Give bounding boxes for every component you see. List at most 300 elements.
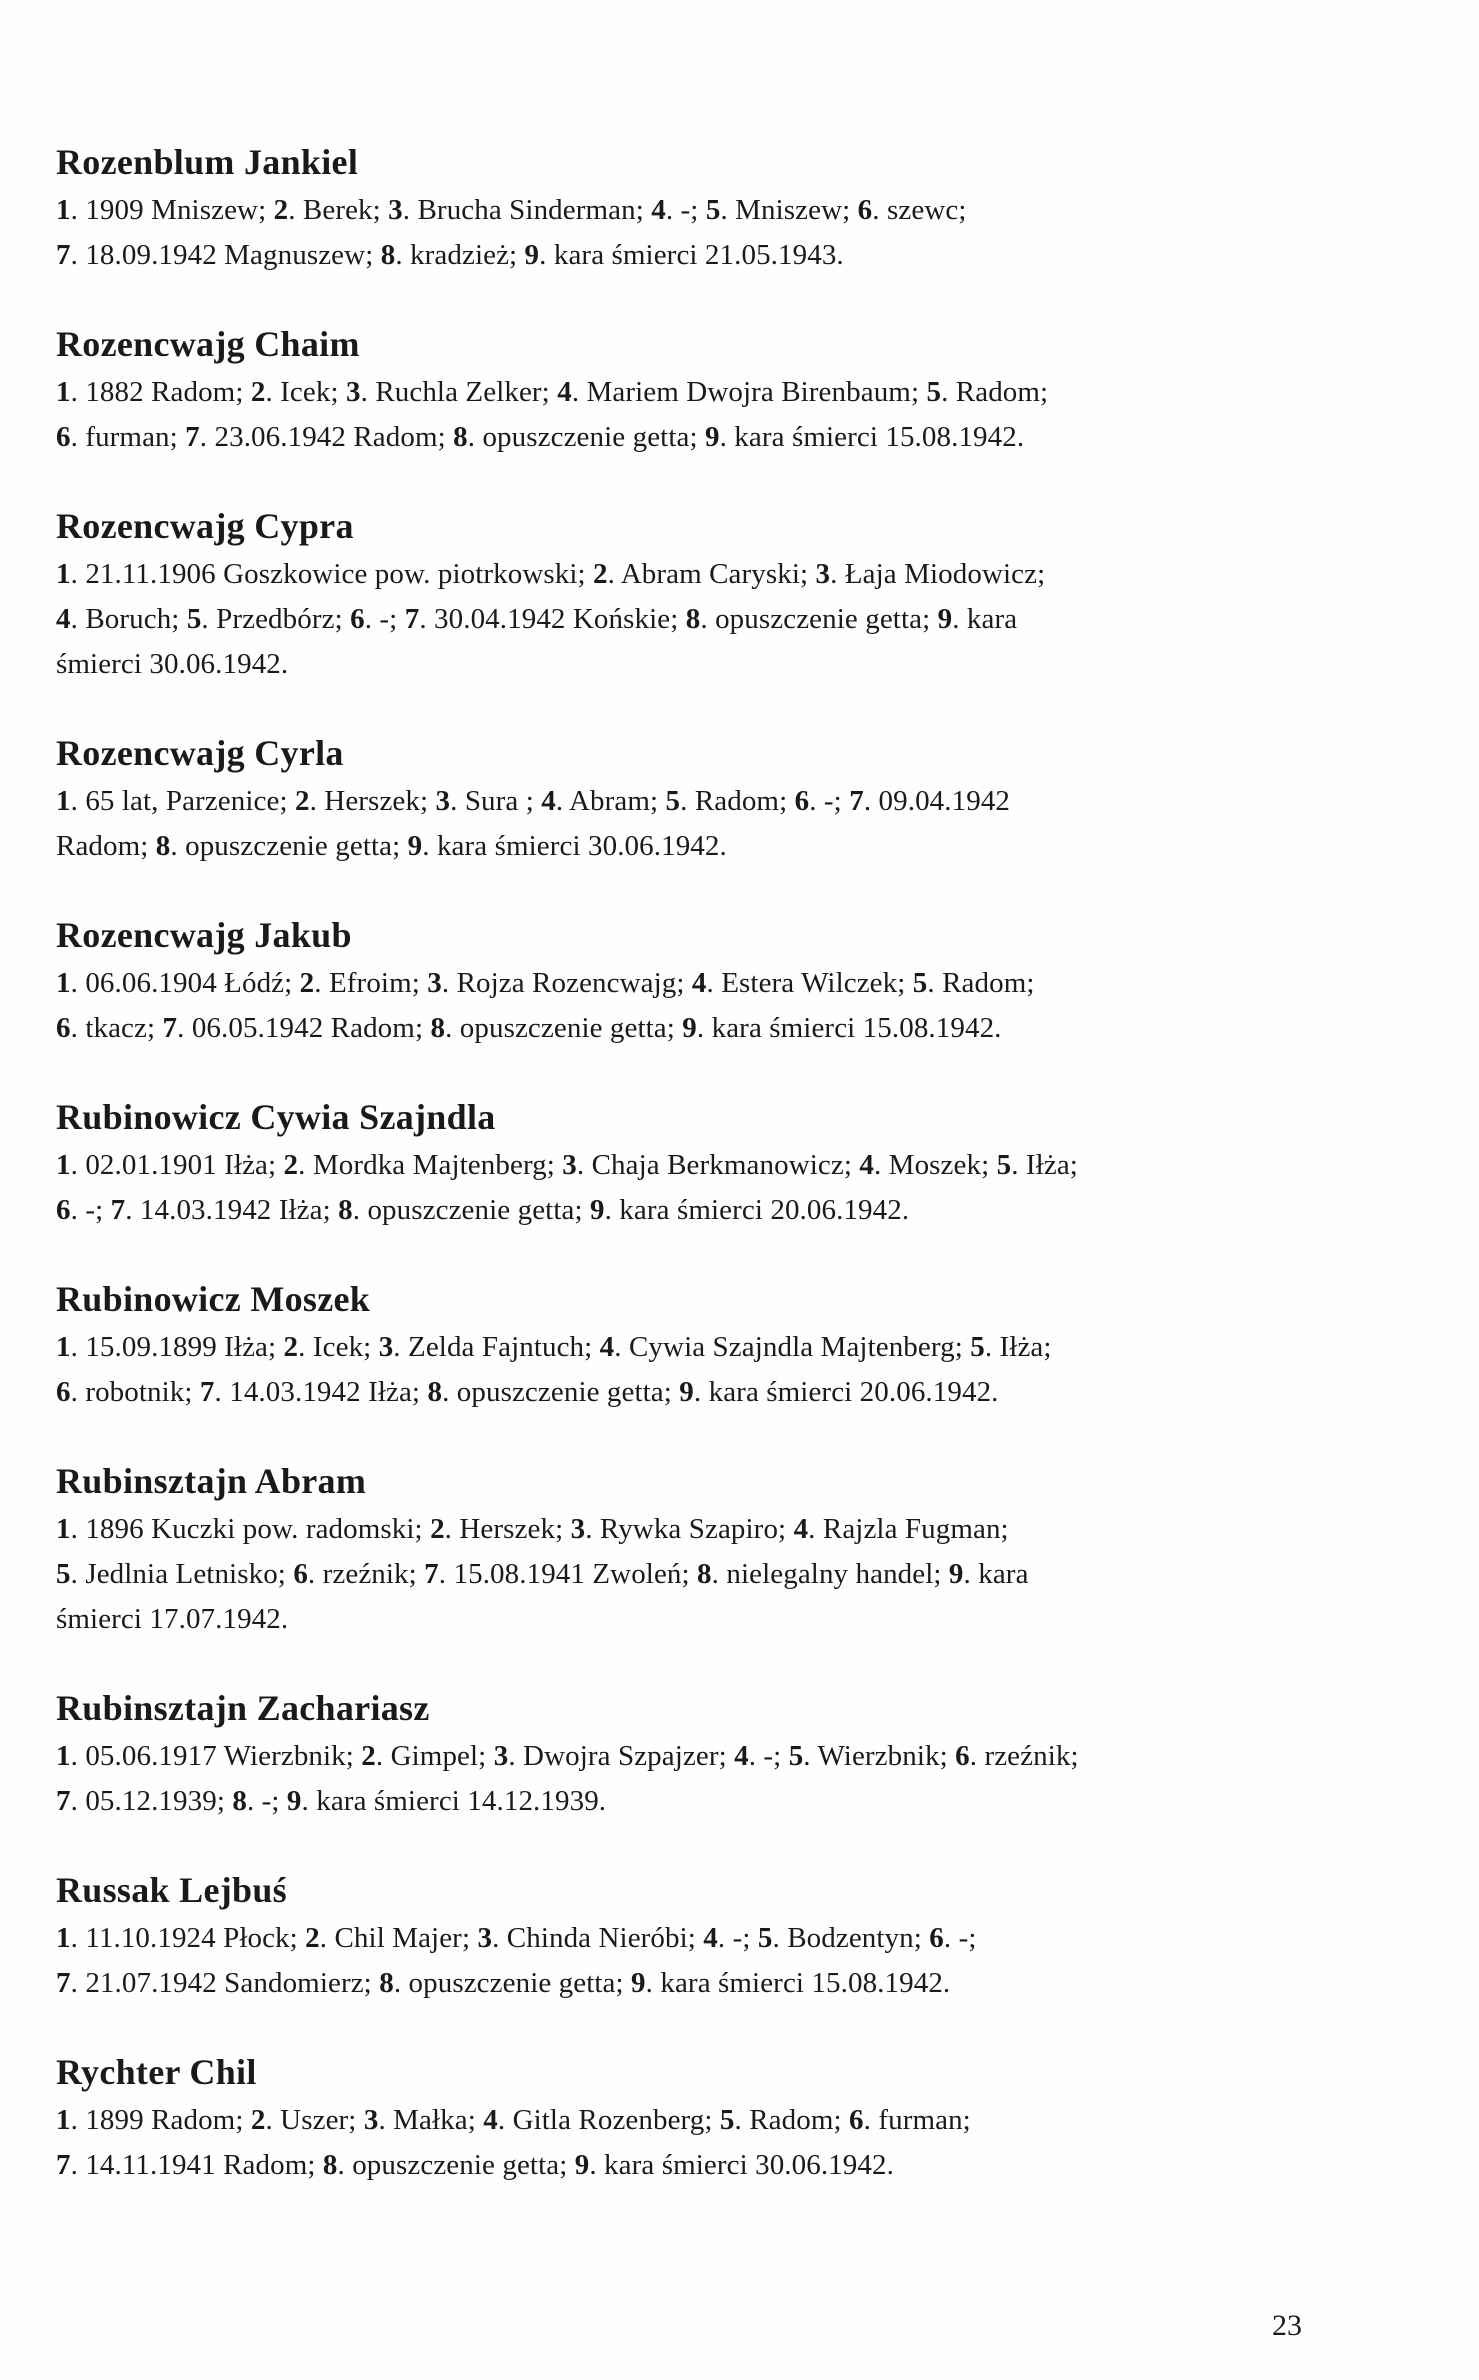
field-number-dot: . xyxy=(943,1922,952,1954)
field-number-dot: . xyxy=(607,558,615,590)
field-number: 3 xyxy=(435,785,451,817)
field-text: furman; xyxy=(77,421,186,453)
field-number: 7 xyxy=(110,1194,126,1226)
field-number: 2 xyxy=(593,558,608,590)
entry xyxy=(56,1868,1306,2006)
field-number-dot: . xyxy=(492,1922,500,1954)
field-number-dot: . xyxy=(70,421,78,453)
field-text: Efroim; xyxy=(321,967,428,999)
field-number: 7 xyxy=(56,1785,71,1817)
field-number: 2 xyxy=(430,1513,445,1545)
field-number: 4 xyxy=(599,1331,615,1363)
field-number-dot: . xyxy=(199,421,208,453)
field-number: 3 xyxy=(477,1922,493,1954)
field-text: Zelda Fajntuch; xyxy=(400,1331,600,1363)
field-number-dot: . xyxy=(830,558,838,590)
field-number: 2 xyxy=(294,785,310,817)
field-number: 2 xyxy=(273,194,289,226)
field-number-dot: . xyxy=(70,785,78,817)
entry-line xyxy=(56,1597,1306,1642)
field-text: Jedlnia Letnisko; xyxy=(77,1558,294,1590)
field-number-dot: . xyxy=(571,376,580,408)
entry-line xyxy=(56,2143,1306,2188)
field-text: furman; xyxy=(870,2104,971,2136)
field-text: Ruchla Zelker; xyxy=(367,376,558,408)
field-number: 8 xyxy=(430,1012,446,1044)
field-number-dot: . xyxy=(589,2149,597,2181)
entry-name: Rozencwajg Jakub xyxy=(56,915,352,955)
field-number: 3 xyxy=(378,1331,394,1363)
field-number: 5 xyxy=(926,376,942,408)
entry-line xyxy=(56,597,1306,642)
entry-list xyxy=(56,140,1306,2232)
field-text: Mariem Dwojra Birenbaum; xyxy=(579,376,927,408)
entry-line xyxy=(56,415,1306,460)
field-number-dot: . xyxy=(393,1331,401,1363)
field-text: opuszczenie getta; xyxy=(452,1012,683,1044)
entry-line xyxy=(56,961,1306,1006)
field-number-dot: . xyxy=(700,603,708,635)
field-number-dot: . xyxy=(125,1194,133,1226)
field-number: 6 xyxy=(293,1558,308,1590)
field-number: 6 xyxy=(929,1922,944,1954)
field-number-dot: . xyxy=(246,1785,255,1817)
field-text: rzeźnik; xyxy=(977,1740,1079,1772)
field-text: -; xyxy=(372,603,405,635)
field-number-dot: . xyxy=(70,1558,78,1590)
field-number-dot: . xyxy=(70,1149,78,1181)
field-number-dot: . xyxy=(696,1012,705,1044)
field-number-dot: . xyxy=(720,194,728,226)
field-number: 3 xyxy=(346,376,361,408)
field-number-dot: . xyxy=(614,1331,622,1363)
field-number: 7 xyxy=(162,1012,178,1044)
field-text: Rywka Szapiro; xyxy=(592,1513,794,1545)
field-text: kara xyxy=(970,1558,1029,1590)
field-number-dot: . xyxy=(419,603,427,635)
field-number-dot: . xyxy=(441,967,450,999)
field-number-dot: . xyxy=(395,239,403,271)
field-number: 9 xyxy=(286,1785,302,1817)
entry xyxy=(56,1459,1306,1642)
field-number: 8 xyxy=(697,1558,712,1590)
field-number-dot: . xyxy=(809,785,817,817)
field-number-dot: . xyxy=(719,421,727,453)
field-number-dot: . xyxy=(1011,1149,1019,1181)
field-text: Iłża; xyxy=(1018,1149,1078,1181)
entry-line xyxy=(56,370,1306,415)
field-number: 1 xyxy=(56,785,71,817)
field-number: 4 xyxy=(651,194,666,226)
field-number-dot: . xyxy=(307,1558,316,1590)
field-text: Dwojra Szpajzer; xyxy=(515,1740,735,1772)
field-text: 05.06.1917 Wierzbnik; xyxy=(77,1740,362,1772)
field-text: 1882 Radom; xyxy=(77,376,251,408)
field-number: 5 xyxy=(912,967,928,999)
entry-name: Rozencwajg Chaim xyxy=(56,324,360,364)
field-number-dot: . xyxy=(170,830,178,862)
field-text: Radom; xyxy=(948,376,1049,408)
field-text: 18.09.1942 Magnuszew; xyxy=(77,239,381,271)
field-number-dot: . xyxy=(969,1740,978,1772)
entry-name: Rozenblum Jankiel xyxy=(56,142,359,182)
field-number-dot: . xyxy=(808,1513,816,1545)
field-text: kara śmierci 30.06.1942. xyxy=(429,830,727,862)
field-text: Mordka Majtenberg; xyxy=(305,1149,563,1181)
field-text: -; xyxy=(756,1740,789,1772)
field-number-dot: . xyxy=(873,1149,882,1181)
field-number-dot: . xyxy=(872,194,880,226)
field-number: 1 xyxy=(56,376,71,408)
field-number: 6 xyxy=(56,1012,71,1044)
field-text: Chinda Nieróbi; xyxy=(499,1922,704,1954)
entry-name: Rozencwajg Cyrla xyxy=(56,733,344,773)
field-text: opuszczenie getta; xyxy=(360,1194,590,1226)
entry-line xyxy=(56,2098,1306,2143)
field-number-dot: . xyxy=(298,1331,306,1363)
field-text: 05.12.1939; xyxy=(77,1785,233,1817)
field-number: 7 xyxy=(404,603,420,635)
field-number-dot: . xyxy=(422,830,430,862)
field-number-dot: . xyxy=(70,1785,78,1817)
field-text: 02.01.1901 Iłża; xyxy=(77,1149,284,1181)
field-text: opuszczenie getta; xyxy=(344,2149,575,2181)
field-text: 06.05.1942 Radom; xyxy=(184,1012,431,1044)
field-number-dot: . xyxy=(734,2104,742,2136)
entry-line xyxy=(56,188,1306,233)
entry-line xyxy=(56,233,1306,278)
field-number-dot: . xyxy=(442,1376,450,1408)
field-number: 4 xyxy=(557,376,572,408)
entry xyxy=(56,1095,1306,1233)
field-text: Chil Majer; xyxy=(327,1922,478,1954)
field-number: 6 xyxy=(794,785,810,817)
field-number: 2 xyxy=(361,1740,376,1772)
entry-name: Russak Lejbuś xyxy=(56,1870,287,1910)
field-text: Icek; xyxy=(305,1331,379,1363)
field-text: opuszczenie getta; xyxy=(475,421,705,453)
field-text: Abram; xyxy=(563,785,666,817)
field-text: kara śmierci 21.05.1943. xyxy=(546,239,844,271)
field-number: 8 xyxy=(322,2149,338,2181)
field-number-dot: . xyxy=(360,376,368,408)
field-number: 5 xyxy=(719,2104,735,2136)
field-text: 21.11.1906 Goszkowice pow. piotrkowski; xyxy=(77,558,594,590)
field-number-dot: . xyxy=(450,785,458,817)
field-number-dot: . xyxy=(717,1922,726,1954)
field-number: 4 xyxy=(691,967,707,999)
field-text: kara śmierci 15.08.1942. xyxy=(726,421,1025,453)
field-number-dot: . xyxy=(337,2149,345,2181)
field-text: kara xyxy=(959,603,1018,635)
field-text: Łaja Miodowicz; xyxy=(837,558,1046,590)
field-number-dot: . xyxy=(298,1149,306,1181)
field-number-dot: . xyxy=(665,194,674,226)
entry xyxy=(56,140,1306,278)
field-number-dot: . xyxy=(748,1740,757,1772)
field-text: 1909 Mniszew; xyxy=(77,194,274,226)
field-number: 4 xyxy=(793,1513,809,1545)
field-number-dot: . xyxy=(963,1558,971,1590)
field-number: 6 xyxy=(857,194,873,226)
field-number: 7 xyxy=(199,1376,215,1408)
field-number: 6 xyxy=(849,2104,864,2136)
field-number: 3 xyxy=(363,2104,379,2136)
field-text: robotnik; xyxy=(77,1376,200,1408)
entry-line xyxy=(56,1552,1306,1597)
field-number: 9 xyxy=(589,1194,605,1226)
entry xyxy=(56,2050,1306,2188)
field-text: Gimpel; xyxy=(383,1740,494,1772)
field-number: 8 xyxy=(380,239,396,271)
field-number: 4 xyxy=(703,1922,718,1954)
entry-line xyxy=(56,1779,1306,1824)
entry-line xyxy=(56,824,1306,869)
field-text: Przedbórz; xyxy=(208,603,351,635)
field-number-dot: . xyxy=(364,603,373,635)
field-text: 1896 Kuczki pow. radomski; xyxy=(77,1513,431,1545)
field-number-dot: . xyxy=(497,2104,506,2136)
field-number-dot: . xyxy=(70,967,78,999)
field-number: 7 xyxy=(56,2149,71,2181)
entry-line xyxy=(56,1961,1306,2006)
field-text: 11.10.1924 Płock; xyxy=(77,1922,306,1954)
field-number: 9 xyxy=(704,421,720,453)
field-number-dot: . xyxy=(508,1740,516,1772)
field-number: 8 xyxy=(232,1785,247,1817)
field-text: -; xyxy=(254,1785,287,1817)
field-number: 5 xyxy=(970,1331,985,1363)
field-text: 09.04.1942 xyxy=(871,785,1011,817)
field-text: śmierci 30.06.1942. xyxy=(56,648,289,680)
field-number: 6 xyxy=(56,1376,71,1408)
field-number-dot: . xyxy=(984,1331,993,1363)
field-number: 2 xyxy=(283,1331,299,1363)
field-number-dot: . xyxy=(70,558,78,590)
field-text: 65 lat, Parzenice; xyxy=(77,785,295,817)
field-number: 2 xyxy=(305,1922,320,1954)
field-number: 5 xyxy=(705,194,721,226)
field-text: 23.06.1942 Radom; xyxy=(207,421,454,453)
field-number: 7 xyxy=(424,1558,439,1590)
field-number: 9 xyxy=(574,2149,590,2181)
field-number: 3 xyxy=(427,967,442,999)
field-number: 1 xyxy=(56,967,71,999)
field-number: 6 xyxy=(56,421,71,453)
field-number: 9 xyxy=(524,239,540,271)
field-text: 14.11.1941 Radom; xyxy=(77,2149,323,2181)
field-text: tkacz; xyxy=(77,1012,163,1044)
field-number: 9 xyxy=(679,1376,694,1408)
field-text: 30.04.1942 Końskie; xyxy=(426,603,686,635)
field-number: 8 xyxy=(427,1376,443,1408)
field-number-dot: . xyxy=(352,1194,361,1226)
field-number: 4 xyxy=(56,603,71,635)
field-number: 8 xyxy=(379,1967,394,1999)
field-number: 1 xyxy=(56,1513,71,1545)
field-number: 4 xyxy=(734,1740,749,1772)
field-number: 6 xyxy=(350,603,365,635)
field-number-dot: . xyxy=(803,1740,811,1772)
field-number-dot: . xyxy=(70,2149,78,2181)
field-text: 1899 Radom; xyxy=(77,2104,251,2136)
field-number-dot: . xyxy=(70,1331,78,1363)
field-text: kara śmierci 14.12.1939. xyxy=(308,1785,607,1817)
entry-name: Rozencwajg Cypra xyxy=(56,506,354,546)
field-text: 14.03.1942 Iłża; xyxy=(132,1194,339,1226)
field-number-dot: . xyxy=(70,2104,78,2136)
field-number-dot: . xyxy=(265,2104,273,2136)
entry-name: Rubinowicz Cywia Szajndla xyxy=(56,1097,496,1137)
entry-line xyxy=(56,1916,1306,1961)
field-number-dot: . xyxy=(70,1922,78,1954)
field-number: 1 xyxy=(56,1331,71,1363)
field-text: kara śmierci 15.08.1942. xyxy=(653,1967,951,1999)
field-text: kara śmierci 20.06.1942. xyxy=(701,1376,999,1408)
field-number-dot: . xyxy=(952,603,960,635)
field-number-dot: . xyxy=(927,967,935,999)
field-text: Berek; xyxy=(295,194,389,226)
field-number-dot: . xyxy=(941,376,949,408)
field-number-dot: . xyxy=(319,1922,328,1954)
entry-line xyxy=(56,1188,1306,1233)
field-text: śmierci 17.07.1942. xyxy=(56,1603,289,1635)
field-text: Mniszew; xyxy=(727,194,858,226)
field-number-dot: . xyxy=(585,1513,593,1545)
field-number: 3 xyxy=(493,1740,509,1772)
field-number-dot: . xyxy=(693,1376,702,1408)
field-number-dot: . xyxy=(711,1558,720,1590)
field-number-dot: . xyxy=(177,1012,185,1044)
entry-line xyxy=(56,1325,1306,1370)
field-text: Radom; xyxy=(56,830,156,862)
field-number: 5 xyxy=(788,1740,804,1772)
field-number: 5 xyxy=(757,1922,773,1954)
field-number-dot: . xyxy=(70,1012,78,1044)
field-number: 1 xyxy=(56,1922,71,1954)
field-text: -; xyxy=(725,1922,758,1954)
field-number-dot: . xyxy=(576,1149,585,1181)
field-number: 9 xyxy=(682,1012,697,1044)
field-number: 9 xyxy=(631,1967,646,1999)
field-number-dot: . xyxy=(863,785,872,817)
field-number: 5 xyxy=(665,785,681,817)
field-text: Herszek; xyxy=(452,1513,571,1545)
field-number: 6 xyxy=(56,1194,71,1226)
field-number-dot: . xyxy=(680,785,688,817)
field-number-dot: . xyxy=(444,1513,453,1545)
entry-line xyxy=(56,1734,1306,1779)
field-text: 15.08.1941 Zwoleń; xyxy=(446,1558,698,1590)
field-number: 2 xyxy=(250,2104,266,2136)
field-number: 3 xyxy=(815,558,831,590)
entry xyxy=(56,504,1306,687)
field-number-dot: . xyxy=(772,1922,780,1954)
entry xyxy=(56,731,1306,869)
field-text: Małka; xyxy=(385,2104,484,2136)
entry-line xyxy=(56,552,1306,597)
field-number-dot: . xyxy=(402,194,411,226)
entry xyxy=(56,322,1306,460)
field-number: 4 xyxy=(541,785,556,817)
field-text: Brucha Sinderman; xyxy=(410,194,652,226)
field-number: 7 xyxy=(849,785,864,817)
field-text: opuszczenie getta; xyxy=(401,1967,632,1999)
field-number: 2 xyxy=(283,1149,299,1181)
field-text: opuszczenie getta; xyxy=(177,830,408,862)
field-text: Radom; xyxy=(741,2104,850,2136)
field-text: kara śmierci 30.06.1942. xyxy=(596,2149,894,2181)
entry-line xyxy=(56,779,1306,824)
field-number-dot: . xyxy=(70,1513,78,1545)
field-number-dot: . xyxy=(604,1194,612,1226)
field-text: Gitla Rozenberg; xyxy=(505,2104,720,2136)
field-text: 15.09.1899 Iłża; xyxy=(77,1331,284,1363)
field-number: 3 xyxy=(570,1513,586,1545)
field-text: Estera Wilczek; xyxy=(713,967,913,999)
field-text: Rajzla Fugman; xyxy=(815,1513,1009,1545)
field-text: nielegalny handel; xyxy=(719,1558,949,1590)
field-number-dot: . xyxy=(70,376,78,408)
field-text: -; xyxy=(77,1194,111,1226)
field-number-dot: . xyxy=(438,1558,447,1590)
field-text: Moszek; xyxy=(881,1149,997,1181)
field-number: 1 xyxy=(56,194,71,226)
field-number-dot: . xyxy=(467,421,476,453)
field-number-dot: . xyxy=(378,2104,386,2136)
entry xyxy=(56,1686,1306,1824)
field-number: 3 xyxy=(388,194,403,226)
field-number: 4 xyxy=(859,1149,874,1181)
field-number-dot: . xyxy=(265,376,273,408)
field-text: Abram Caryski; xyxy=(614,558,816,590)
field-text: -; xyxy=(816,785,850,817)
field-text: rzeźnik; xyxy=(315,1558,425,1590)
field-text: Sura ; xyxy=(457,785,542,817)
field-text: szewc; xyxy=(879,194,967,226)
field-text: 06.06.1904 Łódź; xyxy=(77,967,300,999)
entry-name: Rubinsztajn Abram xyxy=(56,1461,367,1501)
entry-line xyxy=(56,1370,1306,1415)
field-number: 6 xyxy=(955,1740,970,1772)
entry xyxy=(56,913,1306,1051)
field-number: 7 xyxy=(56,1967,71,1999)
field-number-dot: . xyxy=(445,1012,453,1044)
entry-name: Rubinowicz Moszek xyxy=(56,1279,371,1319)
field-text: Cywia Szajndla Majtenberg; xyxy=(621,1331,971,1363)
field-number: 7 xyxy=(56,239,71,271)
field-number: 8 xyxy=(155,830,171,862)
field-number-dot: . xyxy=(70,1376,78,1408)
field-number-dot: . xyxy=(70,194,78,226)
field-number-dot: . xyxy=(645,1967,654,1999)
field-number: 2 xyxy=(250,376,266,408)
field-text: Radom; xyxy=(934,967,1035,999)
field-number-dot: . xyxy=(539,239,547,271)
field-number: 1 xyxy=(56,2104,71,2136)
field-number-dot: . xyxy=(555,785,564,817)
field-text: Wierzbnik; xyxy=(810,1740,956,1772)
field-number-dot: . xyxy=(201,603,209,635)
field-text: 14.03.1942 Iłża; xyxy=(221,1376,428,1408)
field-text: Rojza Rozencwajg; xyxy=(449,967,692,999)
field-number-dot: . xyxy=(288,194,296,226)
field-text: Boruch; xyxy=(77,603,187,635)
entry-name: Rychter Chil xyxy=(56,2052,257,2092)
field-number-dot: . xyxy=(70,239,78,271)
field-text: Chaja Berkmanowicz; xyxy=(584,1149,860,1181)
field-number: 8 xyxy=(685,603,701,635)
